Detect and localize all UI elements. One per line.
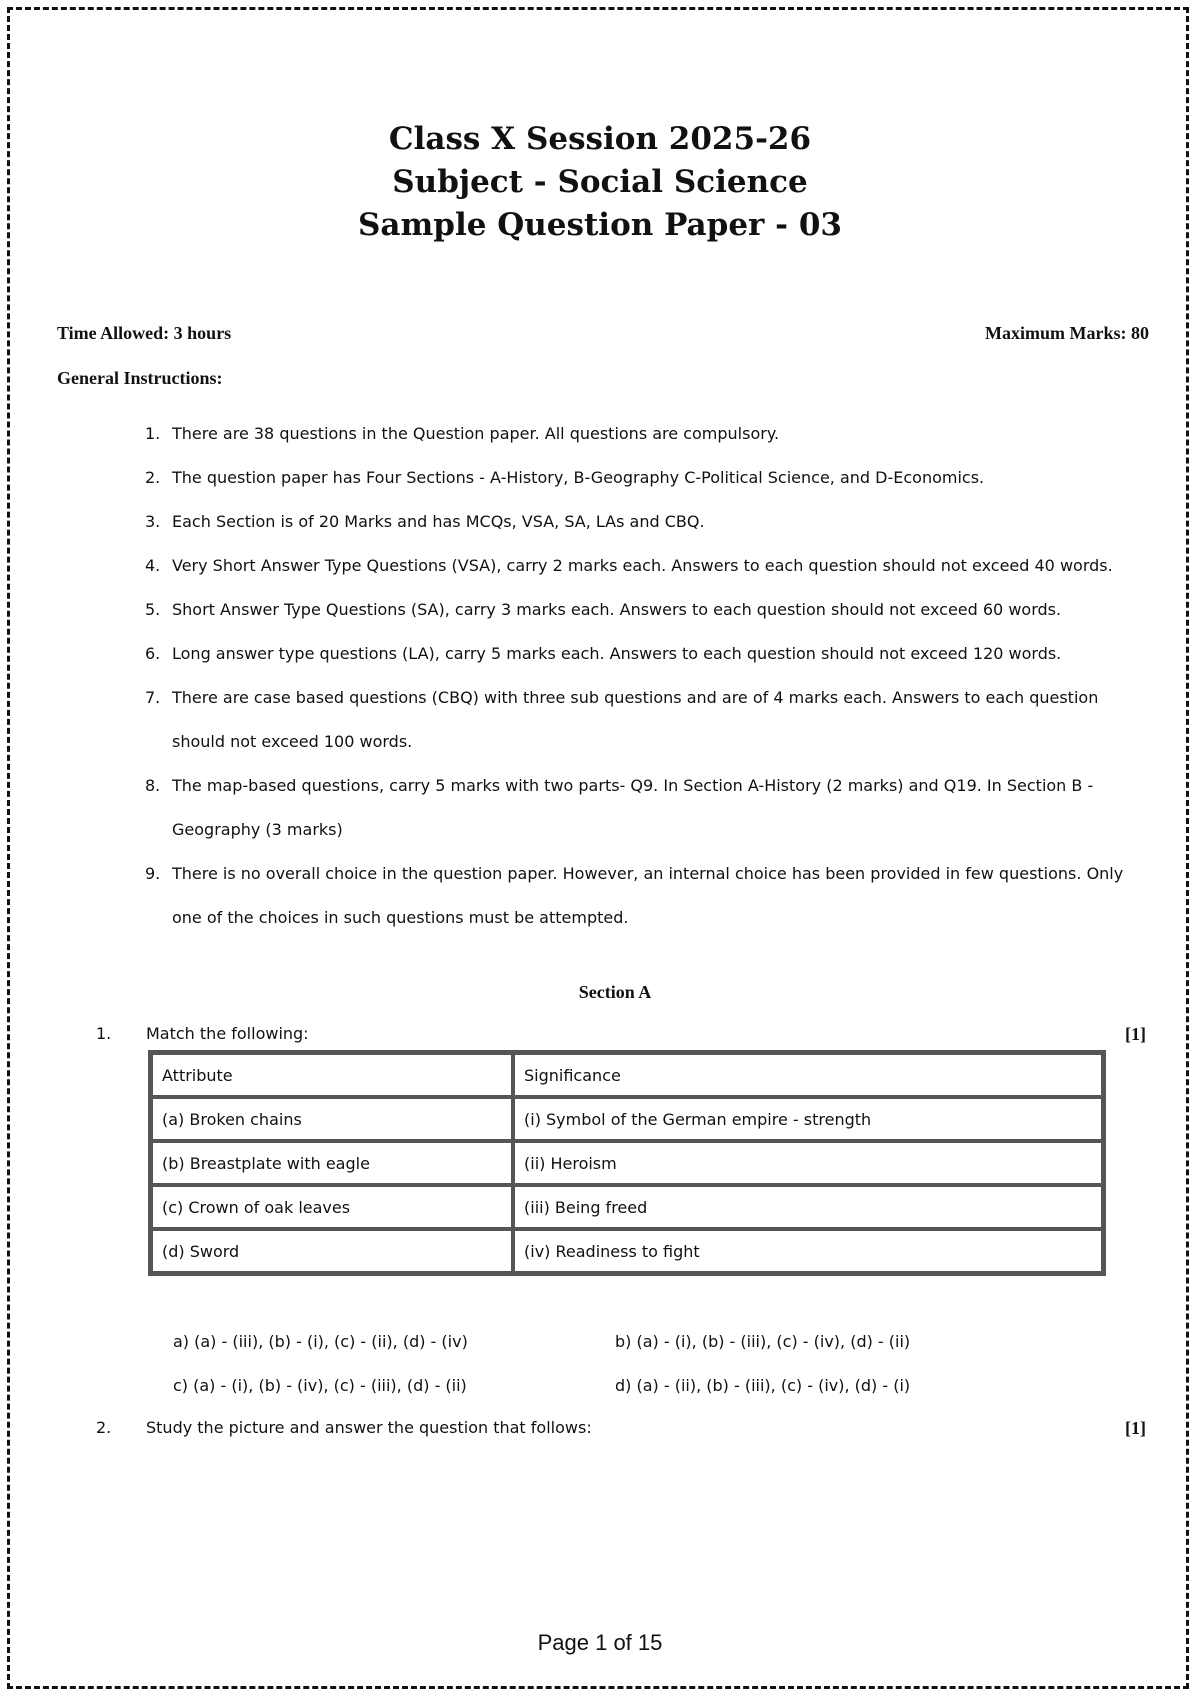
option-a: a) (a) - (iii), (b) - (i), (c) - (ii), (d) - (iv) [173, 1332, 468, 1351]
instruction-text: Each Section is of 20 Marks and has MCQs, VSA, SA, LAs and CBQ. [172, 512, 705, 531]
instruction-item [145, 544, 1145, 588]
table-cell: (c) Crown of oak leaves [151, 1185, 513, 1229]
question-1-row [96, 1024, 1146, 1050]
table-row [151, 1229, 1103, 1273]
table-header-cell: Significance [513, 1053, 1103, 1097]
instruction-text: There are case based questions (CBQ) with three sub questions and are of 4 marks each. Answers to each question should not exceed 100 words. [172, 688, 1099, 751]
instruction-number: 7. [145, 688, 161, 707]
table-header-cell: Attribute [151, 1053, 513, 1097]
general-instructions-list [145, 412, 1145, 940]
table-cell: (iii) Being freed [513, 1185, 1103, 1229]
instruction-text: Very Short Answer Type Questions (VSA), carry 2 marks each. Answers to each question should not exceed 40 words. [172, 556, 1113, 575]
maximum-marks: Maximum Marks: 80 [985, 323, 1149, 343]
instruction-text: Long answer type questions (LA), carry 5 marks each. Answers to each question should not exceed 120 words. [172, 644, 1062, 663]
paper-meta [57, 323, 1149, 349]
section-a-heading: Section A [578, 982, 652, 1002]
table-row [151, 1185, 1103, 1229]
instruction-number: 1. [145, 424, 161, 443]
question-marks: [1] [1125, 1024, 1146, 1044]
title-paper-name: Sample Question Paper - 03 [358, 207, 842, 243]
table-cell: (b) Breastplate with eagle [151, 1141, 513, 1185]
instruction-item [145, 676, 1145, 764]
table-row [151, 1141, 1103, 1185]
instruction-item [145, 588, 1145, 632]
instruction-item [145, 852, 1145, 940]
general-instructions-heading: General Instructions: [57, 368, 223, 388]
instruction-item [145, 500, 1145, 544]
question-number: 1. [96, 1024, 112, 1043]
instruction-number: 5. [145, 600, 161, 619]
instruction-number: 4. [145, 556, 161, 575]
page-number: Page 1 of 15 [537, 1630, 663, 1655]
instruction-text: The map-based questions, carry 5 marks with two parts- Q9. In Section A-History (2 marks) and Q19. In Section B -Geography (3 marks) [172, 776, 1094, 839]
question-number: 2. [96, 1418, 112, 1437]
question-marks: [1] [1125, 1418, 1146, 1438]
table-row [151, 1097, 1103, 1141]
table-cell: (i) Symbol of the German empire - strength [513, 1097, 1103, 1141]
instruction-item [145, 456, 1145, 500]
question-text: Study the picture and answer the question that follows: [146, 1418, 592, 1437]
option-b: b) (a) - (i), (b) - (iii), (c) - (iv), (d) - (ii) [615, 1332, 911, 1351]
instruction-item [145, 764, 1145, 852]
question-text: Match the following: [146, 1024, 309, 1043]
paper-title [0, 118, 1200, 247]
table-cell: (ii) Heroism [513, 1141, 1103, 1185]
table-cell: (a) Broken chains [151, 1097, 513, 1141]
question-2-row [96, 1418, 1146, 1444]
table-cell: (iv) Readiness to fight [513, 1229, 1103, 1273]
title-class-session: Class X Session 2025-26 [388, 121, 812, 157]
instruction-text: The question paper has Four Sections - A-History, B-Geography C-Political Science, and D-Economics. [172, 468, 985, 487]
instruction-number: 9. [145, 864, 161, 883]
instruction-text: There are 38 questions in the Question paper. All questions are compulsory. [172, 424, 780, 443]
instruction-text: There is no overall choice in the question paper. However, an internal choice has been provided in few questions. Only one of the choices in such questions must be attempted. [172, 864, 1124, 927]
table-cell: (d) Sword [151, 1229, 513, 1273]
instruction-number: 6. [145, 644, 161, 663]
title-subject: Subject - Social Science [392, 164, 808, 200]
match-table [148, 1050, 1106, 1276]
instruction-text: Short Answer Type Questions (SA), carry 3 marks each. Answers to each question should not exceed 60 words. [172, 600, 1062, 619]
table-row [151, 1053, 1103, 1097]
instruction-item [145, 412, 1145, 456]
option-c: c) (a) - (i), (b) - (iv), (c) - (iii), (d) - (ii) [173, 1376, 467, 1395]
instruction-item [145, 632, 1145, 676]
option-d: d) (a) - (ii), (b) - (iii), (c) - (iv), (d) - (i) [615, 1376, 911, 1395]
time-allowed: Time Allowed: 3 hours [57, 323, 232, 343]
instruction-number: 8. [145, 776, 161, 795]
instruction-number: 3. [145, 512, 161, 531]
instruction-number: 2. [145, 468, 161, 487]
